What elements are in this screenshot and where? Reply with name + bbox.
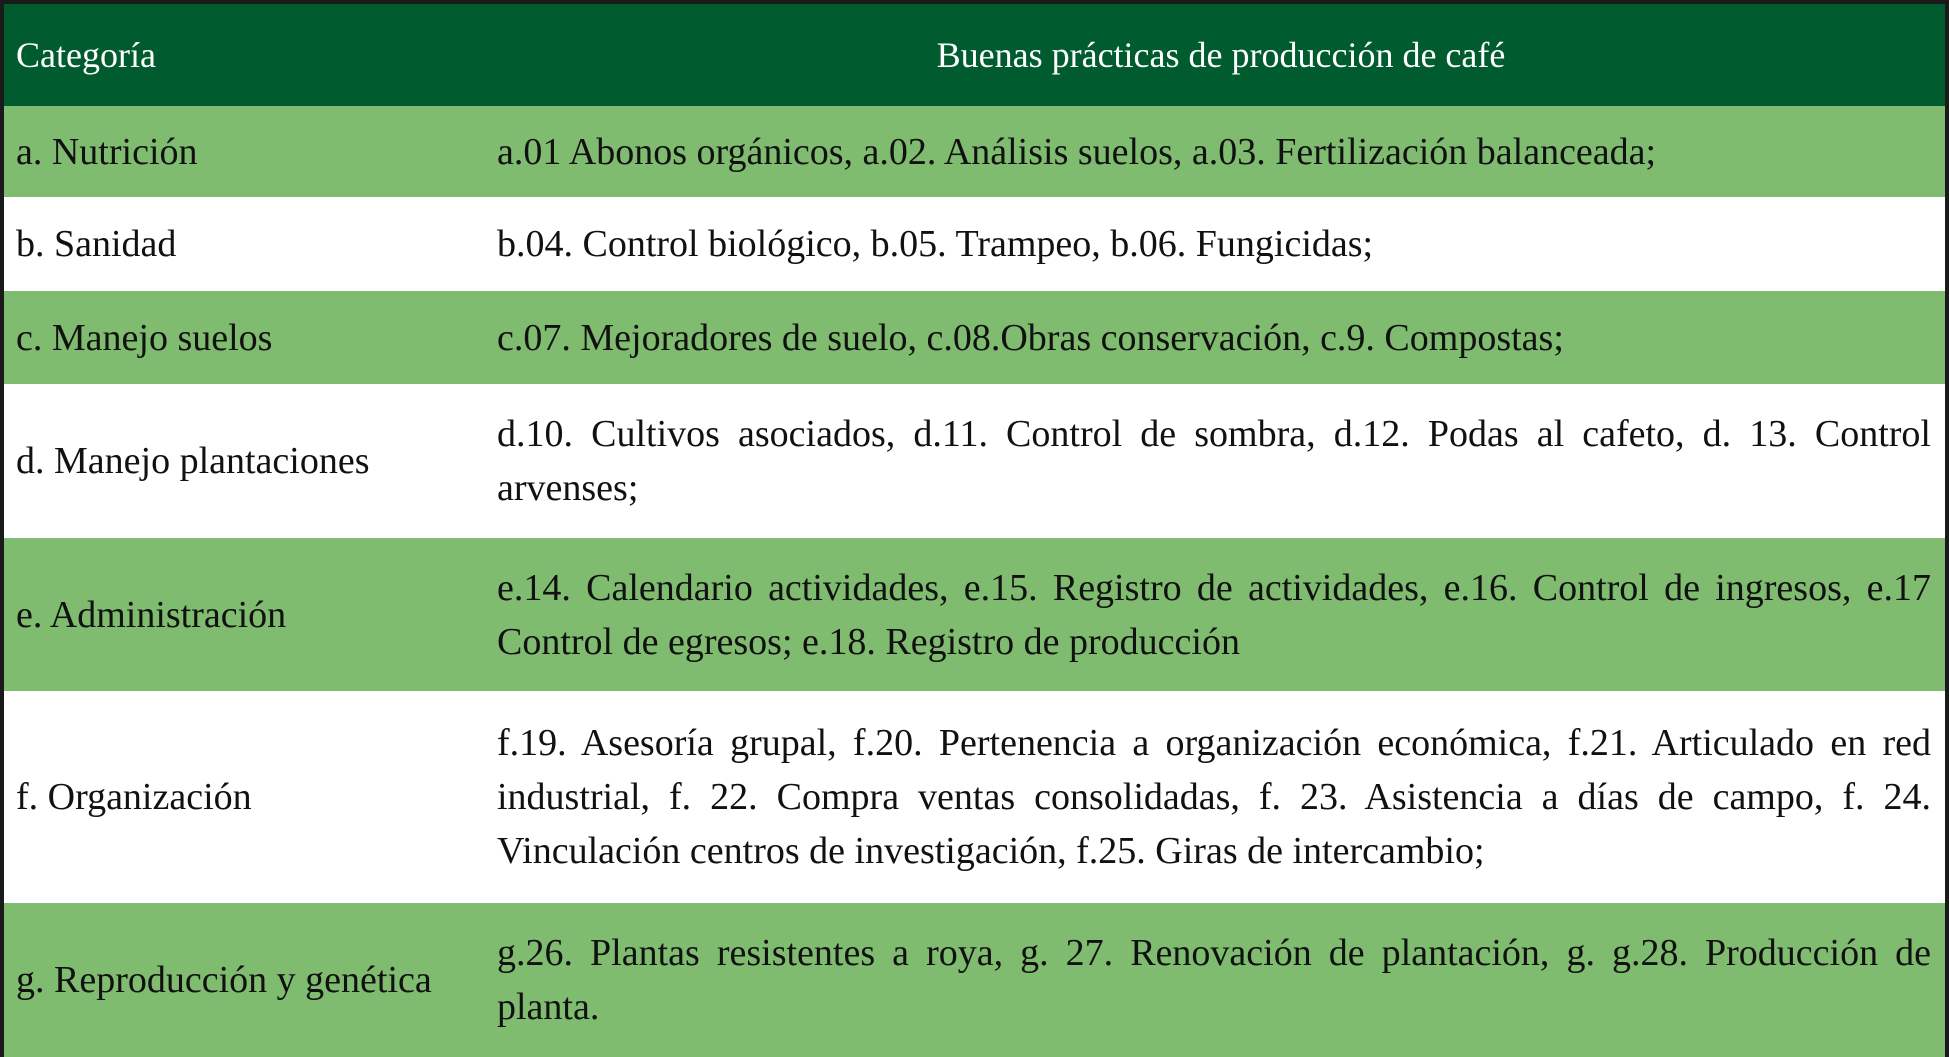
header-row: [4, 4, 1945, 106]
category-cell: b. Sanidad: [4, 197, 497, 291]
practices-cell: e.14. Calendario actividades, e.15. Registro de actividades, e.16. Control de ingresos, e.17 Control de egresos; e.18. Registro de producción: [497, 538, 1945, 691]
practices-cell: d.10. Cultivos asociados, d.11. Control de sombra, d.12. Podas al cafeto, d. 13. Control arvenses;: [497, 384, 1945, 538]
category-cell: a. Nutrición: [4, 106, 497, 197]
table-row: [4, 384, 1945, 538]
category-cell: c. Manejo suelos: [4, 291, 497, 384]
category-cell: e. Administración: [4, 538, 497, 691]
category-cell: f. Organización: [4, 691, 497, 903]
category-cell: g. Reproducción y genética: [4, 903, 497, 1057]
practices-cell: g.26. Plantas resistentes a roya, g. 27. Renovación de plantación, g. g.28. Producción de planta.: [497, 903, 1945, 1057]
table-row: [4, 197, 1945, 291]
table-row: [4, 291, 1945, 384]
practices-cell: b.04. Control biológico, b.05. Trampeo, b.06. Fungicidas;: [497, 197, 1945, 291]
table-row: [4, 903, 1945, 1057]
practices-table: [4, 4, 1945, 1057]
table-row: [4, 106, 1945, 197]
header-category: Categoría: [4, 4, 497, 106]
table-row: [4, 691, 1945, 903]
practices-cell: a.01 Abonos orgánicos, a.02. Análisis suelos, a.03. Fertilización balanceada;: [497, 106, 1945, 197]
practices-cell: f.19. Asesoría grupal, f.20. Pertenencia a organización económica, f.21. Articulado en red industrial, f. 22. Compra ventas consolidadas, f. 23. Asistencia a días de campo, f. 24. Vinculación centros de investigación, f.25. Giras de intercambio;: [497, 691, 1945, 903]
category-cell: d. Manejo plantaciones: [4, 384, 497, 538]
practices-cell: c.07. Mejoradores de suelo, c.08.Obras conservación, c.9. Compostas;: [497, 291, 1945, 384]
table-header: [4, 4, 1945, 106]
table-row: [4, 538, 1945, 691]
header-practices: Buenas prácticas de producción de café: [497, 4, 1945, 106]
table-body: [4, 106, 1945, 1057]
